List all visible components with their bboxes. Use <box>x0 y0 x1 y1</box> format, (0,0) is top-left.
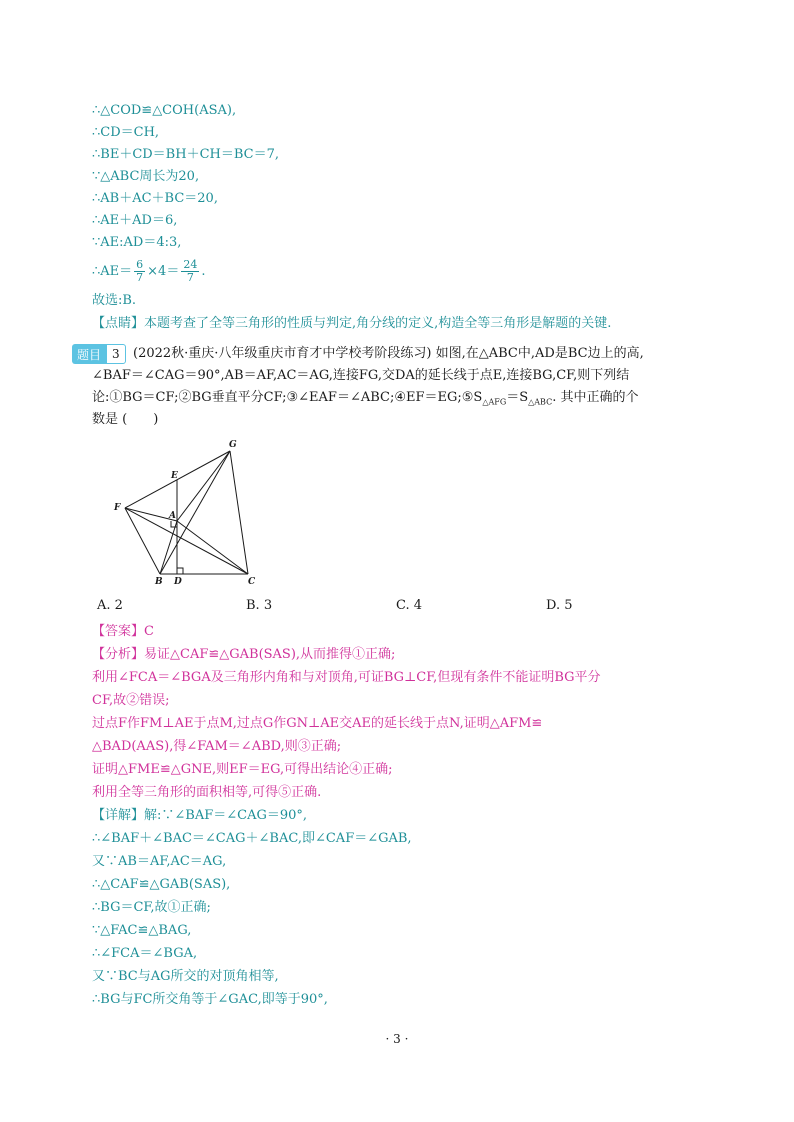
label-A: A <box>169 511 176 521</box>
segment-AB <box>160 521 177 574</box>
comment-line: 【点睛】本题考查了全等三角形的性质与判定,角分线的定义,构造全等三角形是解题的关键. <box>92 316 612 331</box>
analysis-line: 证明△FME≌△GNE,则EF＝EG,可得出结论④正确; <box>92 762 393 777</box>
option-c[interactable]: C. 4 <box>396 598 423 613</box>
fraction-numerator: 24 <box>183 258 198 271</box>
option-d[interactable]: D. 5 <box>546 598 573 613</box>
analysis-line: 【分析】易证△CAF≌△GAB(SAS),从而推得①正确; <box>92 647 396 662</box>
fraction-numerator: 6 <box>136 258 144 271</box>
solution-line: ∵△ABC周长为20, <box>92 169 200 184</box>
detail-line: ∴∠BAF＋∠BAC＝∠CAG＋∠BAC,即∠CAF＝∠GAB, <box>92 831 412 846</box>
label-E: E <box>171 471 178 481</box>
question-line <box>92 388 638 413</box>
fraction-24-7 <box>181 259 199 284</box>
analysis-line: 过点F作FM⊥AE于点M,过点G作GN⊥AE交AE的延长线于点N,证明△AFM≌ <box>92 716 543 731</box>
question-line: 数是 ( ) <box>92 412 159 427</box>
badge-label: 题目 <box>72 344 106 364</box>
solution-line: ∴△COD≌△COH(ASA), <box>92 103 237 118</box>
label-C: C <box>248 577 256 586</box>
page-number: · 3 · <box>385 1032 409 1046</box>
segment-FC <box>125 508 248 574</box>
detail-line: 【详解】解:∵∠BAF＝∠CAG＝90°, <box>92 808 308 823</box>
analysis-line: CF,故②错误; <box>92 693 170 708</box>
solution-line: ∴BE＋CD＝BH＋CH＝BC＝7, <box>92 147 280 162</box>
question-text: ＝S <box>506 390 529 405</box>
detail-line: ∴△CAF≌△GAB(SAS), <box>92 877 231 892</box>
ae-prefix: ∴AE＝ <box>92 264 133 279</box>
question-line: (2022秋·重庆·八年级重庆市育才中学校考阶段练习) 如图,在△ABC中,AD是BC边上的高, <box>133 346 644 361</box>
segment-AG <box>177 451 230 521</box>
solution-line: ∵AE:AD＝4:3, <box>92 235 182 250</box>
label-G: G <box>229 440 237 450</box>
solution-line: ∴CD＝CH, <box>92 125 160 140</box>
option-a[interactable]: A. 2 <box>97 598 123 613</box>
question-badge <box>72 344 126 364</box>
question-text: . 其中正确的个 <box>552 390 639 405</box>
fraction-denominator: 7 <box>186 271 194 284</box>
detail-line: ∴BG＝CF,故①正确; <box>92 900 211 915</box>
fraction-6-7 <box>134 259 145 284</box>
fraction-denominator: 7 <box>136 271 144 284</box>
right-angle-mark-D <box>177 568 183 574</box>
choice-line: 故选:B. <box>92 293 137 308</box>
label-F: F <box>114 503 121 513</box>
detail-line: 又∵AB＝AF,AC＝AG, <box>92 854 227 869</box>
segment-GC <box>230 451 248 574</box>
label-B: B <box>155 577 163 586</box>
subscript: △ABC <box>528 397 553 407</box>
analysis-line: 利用∠FCA＝∠BGA及三角形内角和与对顶角,可证BG⊥CF,但现有条件不能证明BG平分 <box>92 670 601 685</box>
option-b[interactable]: B. 3 <box>246 598 273 613</box>
ae-fraction-line <box>92 258 205 286</box>
solution-line: ∴AE＋AD＝6, <box>92 213 178 228</box>
geometry-figure <box>110 436 270 586</box>
ae-mid: ×4＝ <box>147 264 180 279</box>
detail-line: ∵△FAC≌△BAG, <box>92 923 192 938</box>
ae-end: . <box>201 264 206 279</box>
solution-line: ∴AB＋AC＋BC＝20, <box>92 191 218 206</box>
answer-line: 【答案】C <box>92 624 154 639</box>
detail-line: 又∵BC与AG所交的对顶角相等, <box>92 969 279 984</box>
label-D: D <box>174 577 182 586</box>
detail-line: ∴∠FCA＝∠BGA, <box>92 946 198 961</box>
segment-AC <box>177 521 248 574</box>
badge-number: 3 <box>106 344 126 364</box>
analysis-line: 利用全等三角形的面积相等,可得⑤正确. <box>92 785 322 800</box>
analysis-line: △BAD(AAS),得∠FAM＝∠ABD,则③正确; <box>92 739 342 754</box>
question-line: ∠BAF＝∠CAG＝90°,AB＝AF,AC＝AG,连接FG,交DA的延长线于点E,连接BG,CF,则下列结 <box>92 368 630 383</box>
detail-line: ∴BG与FC所交角等于∠GAC,即等于90°, <box>92 992 328 1007</box>
question-text: 论:①BG＝CF;②BG垂直平分CF;③∠EAF＝∠ABC;④EF＝EG;⑤S <box>92 390 483 405</box>
subscript: △AFG <box>482 397 507 407</box>
